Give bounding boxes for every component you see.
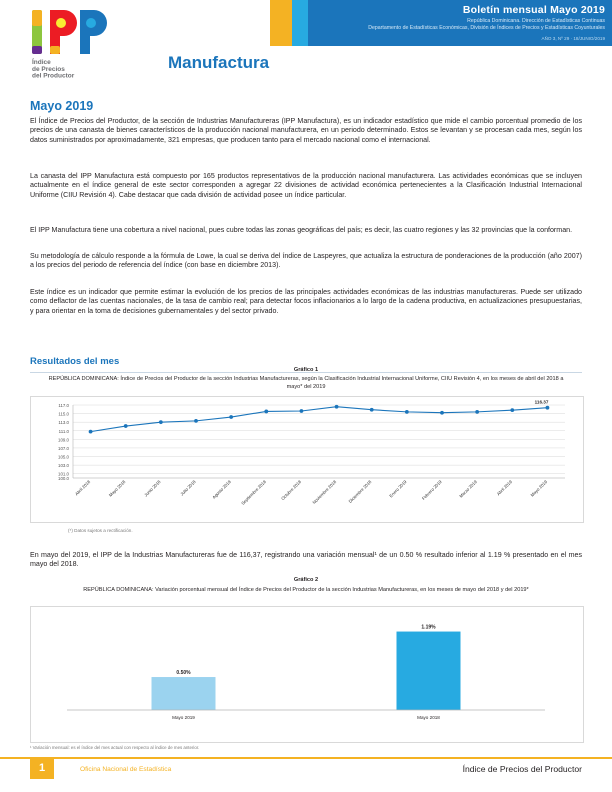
chart1-point bbox=[440, 411, 444, 415]
chart1-point bbox=[546, 406, 550, 410]
chart1-ytick: 111.0 bbox=[58, 428, 69, 434]
chart1-point bbox=[370, 408, 374, 412]
chart2-bar bbox=[152, 677, 216, 710]
chart2-xtick: Mayo 2019 bbox=[172, 715, 195, 720]
chart2-bar bbox=[397, 632, 461, 710]
chart1-xtick: Noviembre 2018 bbox=[311, 479, 338, 506]
chart1-figure-label: Gráfico 1 bbox=[293, 367, 319, 373]
ipp-logo bbox=[30, 6, 148, 78]
chart1-xtick: Marzo 2019 bbox=[458, 479, 478, 499]
chart1-note: (*) Datos sujetos a rectificación. bbox=[68, 528, 133, 533]
chart1-point bbox=[264, 410, 268, 414]
chart1-point bbox=[300, 409, 304, 413]
chart1-svg bbox=[31, 397, 581, 520]
svg-text:de Precios: de Precios bbox=[32, 66, 65, 73]
svg-text:Índice: Índice bbox=[32, 59, 51, 66]
chart1-point bbox=[229, 415, 233, 419]
between-charts-paragraph: En mayo del 2019, el IPP de la Industrias Manufactureras fue de 116,37, registrando una variación mensual¹ de un 0.50 % resultado inferior al 1.19 % presentado en el mes mayo del 2018. bbox=[30, 551, 582, 569]
chart1-ytick: 113.0 bbox=[58, 420, 69, 426]
month-heading: Mayo 2019 bbox=[30, 99, 94, 113]
chart1-point bbox=[475, 410, 479, 414]
chart1-xtick: Julio 2018 bbox=[179, 479, 197, 497]
paragraph-3: El IPP Manufactura tiene una cobertura a nivel nacional, pues cubre todas las zonas geográficas del país; es decir, las cuatro regiones y las 32 provincias que la conforman. bbox=[30, 226, 573, 234]
chart1-ytick: 115.0 bbox=[58, 411, 69, 417]
chart2-value-label: 1.19% bbox=[421, 624, 436, 631]
chart1-xtick: Agosto 2018 bbox=[211, 479, 232, 500]
chart1-point bbox=[159, 420, 163, 424]
chart2-value-label: 0.50% bbox=[176, 670, 191, 677]
chart1-ytick: 107.0 bbox=[58, 445, 69, 451]
header-yellow-accent bbox=[270, 0, 292, 46]
chart1-xtick: Mayo 2018 bbox=[107, 479, 127, 498]
footer-rule bbox=[0, 757, 612, 759]
chart2-figure-label: Gráfico 2 bbox=[293, 577, 319, 583]
chart1-xtick: Septiembre 2018 bbox=[240, 479, 267, 506]
header-title: Boletín mensual Mayo 2019 bbox=[462, 4, 605, 16]
chart1-xtick: Diciembre 2018 bbox=[347, 479, 373, 504]
chart1-point bbox=[89, 430, 93, 434]
header-subtitle: República Dominicana. Dirección de Estadísticas Continuas Departamento de Estadísticas Económicas, División de Índices de Precios y Estadísticas Coyunturales bbox=[368, 18, 605, 31]
paragraph-1: El Índice de Precios del Productor, de la sección de Industrias Manufactureras (IPP Manufactura), es un indicador estadístico que mide el cambio porcentual promedio de los precios de una canasta de bienes característicos de la producción nacional manufacturera, en un periodo determinado. Estos se levantan y se procesan cada mes, según los datos suministrados por aproximadamente, 321 empresas, que producen tanto para el mercado nacional como el internacional. bbox=[30, 117, 582, 144]
chart1-xtick: Febrero 2019 bbox=[420, 479, 443, 501]
paragraph-2: La canasta del IPP Manufactura está compuesto por 165 productos representativos de la producción nacional manufacturera. Las actividades económicas que se incluyen actualmente en el índice general de este sector corresponden a agregar 22 divisiones de actividad económica pertenecientes a la Clasificación Industrial Internacional Uniforme (CIIU Revisión 4). Cabe destacar que cada división de actividad posee un índice particular. bbox=[30, 172, 582, 199]
chart1-ytick: 117.0 bbox=[58, 403, 69, 408]
chart1-xtick: Junio 2018 bbox=[143, 479, 162, 498]
chart1-xtick: Mayo 2019 bbox=[529, 479, 549, 498]
chart1-xtick: Abril 2019 bbox=[495, 479, 513, 497]
chart1-point bbox=[405, 410, 409, 414]
chart1-point bbox=[194, 419, 198, 423]
chart2-xtick: Mayo 2018 bbox=[417, 715, 440, 720]
chart1-ytick: 109.0 bbox=[58, 437, 69, 443]
svg-text:del Productor: del Productor bbox=[32, 72, 75, 80]
chart1-ytick: 100.0 bbox=[58, 476, 69, 481]
chart1-point bbox=[124, 424, 128, 428]
footer-right-label: Índice de Precios del Productor bbox=[462, 764, 582, 774]
chart2-svg bbox=[31, 607, 581, 740]
header-edition: AÑO 3, Nº 29 · 18/JUNIO/2019 bbox=[541, 36, 605, 41]
chart2-title: REPÚBLICA DOMINICANA: Variación porcentual mensual del Índice de Precios del Productor de la sección Industrias Manufactureras, en los meses de mayo del 2018 y del 2019* bbox=[83, 587, 529, 593]
chart1-point bbox=[510, 408, 514, 412]
footer-institution: Oficina Nacional de Estadística bbox=[80, 766, 172, 773]
chart1-xtick: Enero 2019 bbox=[388, 479, 408, 499]
paragraph-4: Su metodología de cálculo responde a la fórmula de Lowe, la cual se deriva del índice de Laspeyres, que actualiza la estructura de ponderaciones de la producción (año 2007) a los precios del periodo de referencia del índice (con base en diciembre 2013). bbox=[30, 252, 582, 270]
chart1-ytick: 101.0 bbox=[58, 471, 69, 477]
results-heading: Resultados del mes bbox=[30, 356, 120, 367]
chart1-xtick: Octubre 2018 bbox=[280, 479, 303, 502]
chart1-ytick: 103.0 bbox=[58, 463, 69, 469]
chart1-ytick: 105.0 bbox=[58, 454, 69, 460]
chart1-point bbox=[335, 405, 339, 409]
chart2-container bbox=[30, 606, 584, 743]
chart1-title: REPÚBLICA DOMINICANA: Índice de Precios del Productor de la sección Industrias Manufactureras, según la Clasificación Industrial Internacional Uniforme, CIIU Revisión 4, en los meses de abril del 2018 a mayo* del 2019 bbox=[48, 376, 564, 390]
paragraph-5: Este índice es un indicador que permite estimar la evolución de los precios de las principales actividades económicas de las industrias manufactureras. Puede ser utilizado como deflactor de las cuentas nacionales, de la tasa de cambio real; para detectar focos inflacionarios a lo largo de la cadena productiva, en actualizaciones presupuestarias, y para orientar en la toma de decisiones gubernamentales y del sector privado. bbox=[30, 288, 582, 315]
chart1-container bbox=[30, 396, 584, 523]
footnote: ¹ Variación mensual: es el índice del mes actual con respecto al índice de mes anterior. bbox=[30, 745, 200, 750]
section-title: Manufactura bbox=[168, 53, 270, 72]
chart1-xtick: Abril 2018 bbox=[74, 479, 92, 497]
chart1-data-label: 116.37 bbox=[534, 399, 549, 405]
page-number: 1 bbox=[30, 757, 54, 779]
